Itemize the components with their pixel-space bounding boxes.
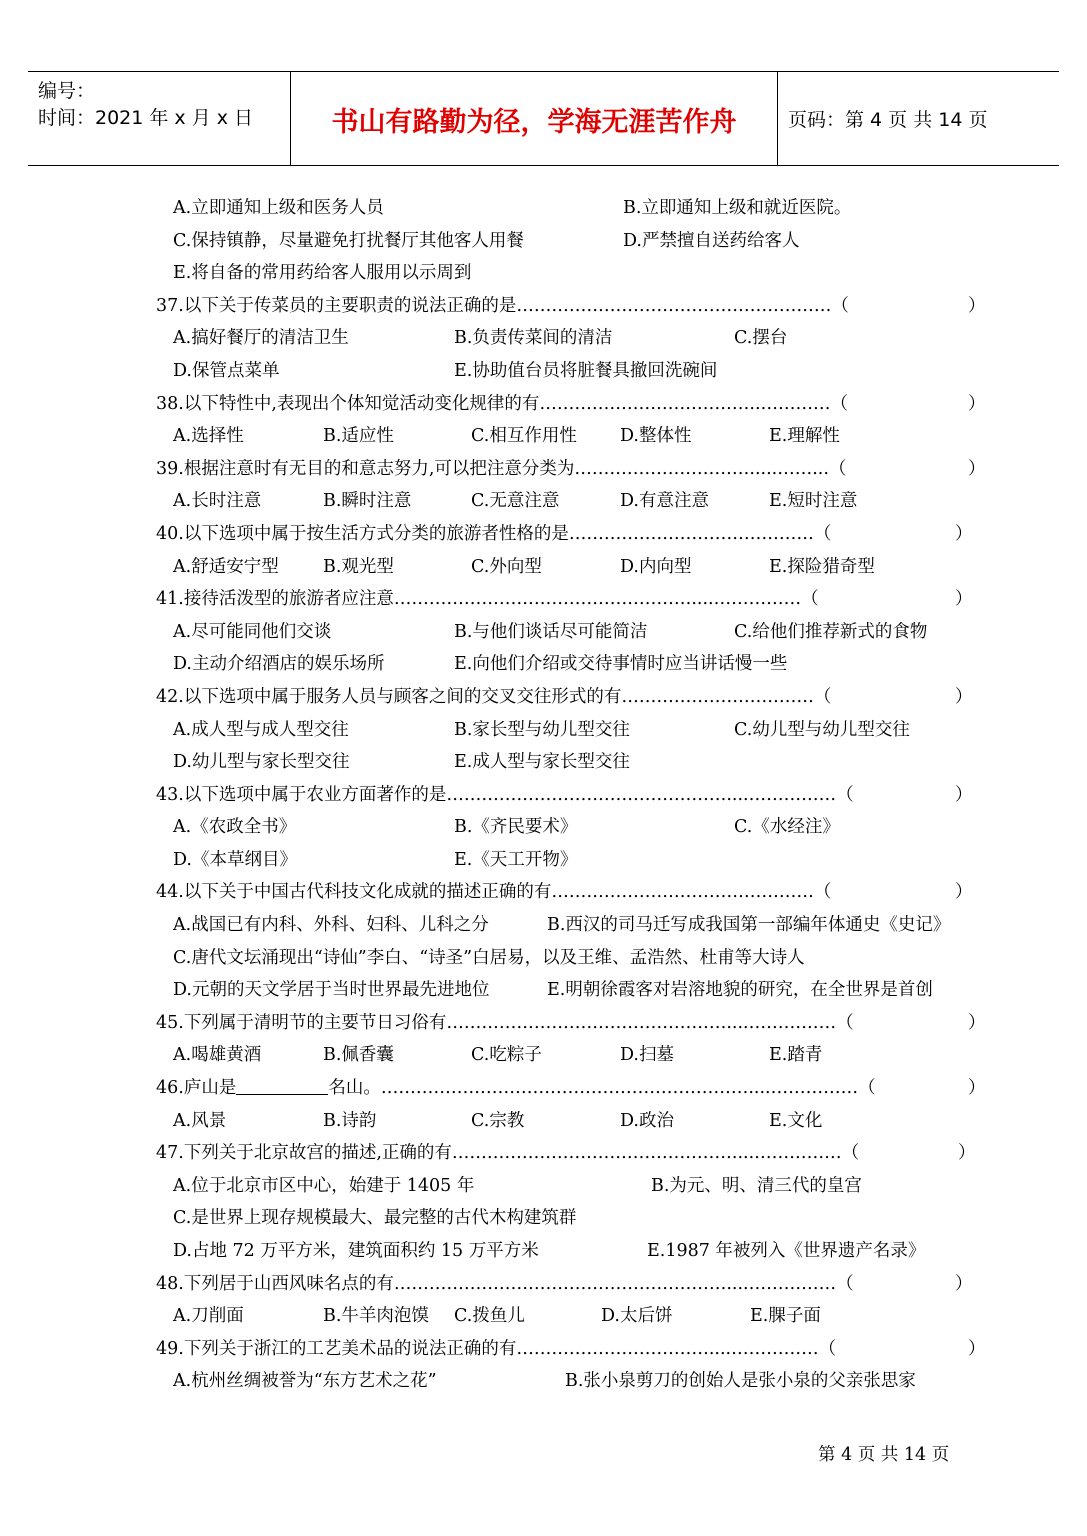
option: A.刀削面 [173, 1306, 244, 1327]
answer-paren-close: ） [968, 1012, 986, 1033]
option: D.内向型 [620, 556, 692, 577]
question-text: 49.下列关于浙江的工艺美术品的说法正确的有……………………………....……………（ [156, 1338, 837, 1359]
option: E.将自备的常用药给客人服用以示周到 [173, 263, 472, 284]
question-stem [0, 1333, 1087, 1366]
option: E.协助值台员将脏餐具撤回洗碗间 [454, 360, 718, 381]
answer-paren-close: ） [958, 1143, 976, 1164]
option: A.立即通知上级和医务人员 [173, 198, 384, 218]
option: A.风景 [173, 1110, 227, 1131]
option: C.拨鱼儿 [454, 1306, 525, 1327]
question-stem [0, 1007, 1087, 1040]
option: E.文化 [769, 1110, 823, 1131]
answer-paren-close: ） [955, 589, 973, 610]
page-footer: 第 4 页 共 14 页 [818, 1445, 950, 1465]
header-motto-cell [291, 72, 778, 165]
answer-paren-close: ） [955, 784, 973, 805]
option: B.西汉的司马迁写成我国第一部编年体通史《史记》 [547, 915, 951, 936]
option: D.太后饼 [601, 1306, 673, 1327]
option: E.短时注意 [769, 491, 858, 512]
page-header [28, 71, 1059, 166]
question-stem [0, 388, 1087, 421]
option-row [0, 1365, 1087, 1398]
answer-paren-close: ） [955, 1273, 973, 1294]
option-row [0, 714, 1087, 747]
question-stem [0, 1137, 1087, 1170]
question-text: 47.下列关于北京故宫的描述,正确的有…………………………………………....……………（ [156, 1143, 860, 1164]
stem-after: 名山。………………………………………………………....……………（ [328, 1078, 876, 1099]
question-text: 44.以下关于中国古代科技文化成就的描述正确的有………………………………………（ [156, 882, 832, 903]
option: D.保管点菜单 [173, 360, 280, 381]
option-row [0, 1202, 1087, 1235]
question-stem [0, 876, 1087, 909]
option: E.理解性 [769, 426, 840, 447]
question-text: 37.以下关于传菜员的主要职责的说法正确的是………………………………………………（ [156, 295, 849, 316]
option: C.外向型 [471, 556, 542, 577]
option: A.位于北京市区中心，始建于 1405 年 [173, 1175, 475, 1196]
time-label: 时间：2021 年 x 月 x 日 [38, 107, 254, 129]
stem-before: 46.庐山是 [156, 1078, 237, 1099]
option: E.探险猎奇型 [769, 556, 875, 577]
option: E.腂子面 [750, 1306, 821, 1327]
question-stem [0, 518, 1087, 551]
option: D.幼儿型与家长型交往 [173, 752, 350, 773]
option: B.张小泉剪刀的创始人是张小泉的父亲张思家 [565, 1371, 916, 1392]
option: D.政治 [620, 1110, 674, 1131]
question-text: 48.下列居于山西风味名点的有…………………………………………………....……………（ [156, 1273, 854, 1294]
header-info-cell [28, 72, 291, 165]
question-text: 41.接待活泼型的旅游者应注意……………………………………………....……………（ [156, 589, 819, 610]
option: A.战国已有内科、外科、妇科、儿科之分 [173, 915, 489, 936]
option: C.是世界上现存规模最大、最完整的古代木构建筑群 [173, 1208, 577, 1229]
question-text: 38.以下特性中,表现出个体知觉活动变化规律的有………………………………..…………（ [156, 393, 849, 414]
option: E.明朝徐霞客对岩溶地貌的研究，在全世界是首创 [547, 980, 933, 1001]
option-row [0, 420, 1087, 453]
question-text [156, 1072, 876, 1104]
number-label: 编号： [38, 80, 96, 102]
option: C.相互作用性 [471, 426, 577, 447]
option-row [0, 355, 1087, 388]
option: E.向他们介绍或交待事情时应当讲话慢一些 [454, 654, 788, 675]
option: A.尽可能同他们交谈 [173, 621, 332, 642]
question-stem [0, 1268, 1087, 1301]
option: C.无意注意 [471, 491, 560, 512]
motto: 书山有路勤为径，学海无涯苦作舟 [331, 107, 737, 138]
fill-blank[interactable] [236, 1076, 328, 1095]
question-stem [0, 681, 1087, 714]
question-stem [0, 1072, 1087, 1105]
option: B.瞬时注意 [323, 491, 412, 512]
option-row [0, 616, 1087, 649]
page-label: 页码：第 4 页 共 14 页 [788, 109, 988, 131]
option: C.保持镇静，尽量避免打扰餐厅其他客人用餐 [173, 230, 524, 251]
option: C.幼儿型与幼儿型交往 [734, 719, 910, 740]
answer-paren-close: ） [968, 1078, 986, 1099]
question-stem [0, 453, 1087, 486]
option: A.喝雄黄酒 [173, 1045, 262, 1066]
option: C.宗教 [471, 1110, 525, 1131]
option: D.《本草纲目》 [173, 849, 297, 870]
option-row [0, 192, 1087, 225]
question-stem [0, 779, 1087, 812]
option: D.主动介绍酒店的娱乐场所 [173, 654, 385, 675]
option: B.牛羊肉泡馍 [323, 1306, 429, 1327]
option: C.吃粽子 [471, 1045, 542, 1066]
option: B.佩香囊 [323, 1045, 394, 1066]
question-text: 40.以下选项中属于按生活方式分类的旅游者性格的是……………………………………（ [156, 523, 832, 544]
answer-paren-close: ） [955, 882, 973, 903]
option-row [0, 485, 1087, 518]
question-text: 45.下列属于清明节的主要节日习俗有…………………………………………....……………（ [156, 1012, 854, 1033]
option-row [0, 1039, 1087, 1072]
answer-paren-close: ） [968, 1338, 986, 1359]
option-row [0, 746, 1087, 779]
option: D.有意注意 [620, 491, 709, 512]
option-row [0, 1170, 1087, 1203]
option-row [0, 1300, 1087, 1333]
option-row [0, 225, 1087, 258]
header-page-cell [778, 72, 1059, 165]
option: D.扫墓 [620, 1045, 674, 1066]
option: B.适应性 [323, 426, 394, 447]
option: B.负责传菜间的清洁 [454, 328, 613, 349]
question-stem [0, 583, 1087, 616]
option: E.1987 年被列入《世界遗产名录》 [647, 1241, 926, 1261]
option: A.长时注意 [173, 491, 262, 512]
option: B.与他们谈话尽可能简洁 [454, 621, 648, 642]
option: A.搞好餐厅的清洁卫生 [173, 328, 349, 349]
option: A.《农政全书》 [173, 817, 297, 838]
option: B.观光型 [323, 556, 394, 577]
option-row [0, 974, 1087, 1007]
question-text: 43.以下选项中属于农业方面著作的是…………………………………………....……………（ [156, 784, 854, 805]
option-row [0, 648, 1087, 681]
option: A.成人型与成人型交往 [173, 719, 349, 740]
option: C.唐代文坛涌现出“诗仙”李白、“诗圣”白居易，以及王维、孟浩然、杜甫等大诗人 [173, 947, 805, 968]
answer-paren-close: ） [968, 295, 986, 316]
option: D.元朝的天文学居于当时世界最先进地位 [173, 980, 490, 1001]
option-row [0, 1235, 1087, 1268]
option: B.诗韵 [323, 1110, 377, 1131]
option: A.杭州丝绸被誉为“东方艺术之花” [173, 1371, 437, 1392]
option-row [0, 811, 1087, 844]
question-text: 39.根据注意时有无目的和意志努力,可以把注意分类为………………………….....……...（ [156, 458, 847, 479]
option: C.给他们推荐新式的食物 [734, 621, 928, 642]
option-row [0, 844, 1087, 877]
option: A.选择性 [173, 426, 244, 447]
option: D.严禁擅自送药给客人 [623, 230, 800, 251]
option-row [0, 551, 1087, 584]
option: C.《水经注》 [734, 817, 840, 838]
option-row [0, 942, 1087, 975]
option: B.家长型与幼儿型交往 [454, 719, 630, 740]
option: C.摆台 [734, 328, 788, 349]
answer-paren-close: ） [955, 523, 973, 544]
option: E.成人型与家长型交往 [454, 752, 630, 773]
option-row [0, 257, 1087, 290]
option: E.踏青 [769, 1045, 823, 1066]
option-row [0, 322, 1087, 355]
option: E.《天工开物》 [454, 849, 578, 870]
answer-paren-close: ） [968, 393, 986, 414]
option-row [0, 1105, 1087, 1138]
option: A.舒适安宁型 [173, 556, 279, 577]
option-row [0, 909, 1087, 942]
answer-paren-close: ） [968, 458, 986, 479]
answer-paren-close: ） [955, 686, 973, 707]
option: B.《齐民要术》 [454, 817, 578, 838]
question-text: 42.以下选项中属于服务人员与顾客之间的交叉交往形式的有……………………………（ [156, 686, 832, 707]
question-list [0, 192, 1087, 1398]
option: B.立即通知上级和就近医院。 [623, 198, 852, 218]
option: D.占地 72 万平方米，建筑面积约 15 万平方米 [173, 1241, 539, 1261]
option: D.整体性 [620, 426, 692, 447]
question-stem [0, 290, 1087, 323]
option: B.为元、明、清三代的皇宫 [651, 1175, 862, 1196]
